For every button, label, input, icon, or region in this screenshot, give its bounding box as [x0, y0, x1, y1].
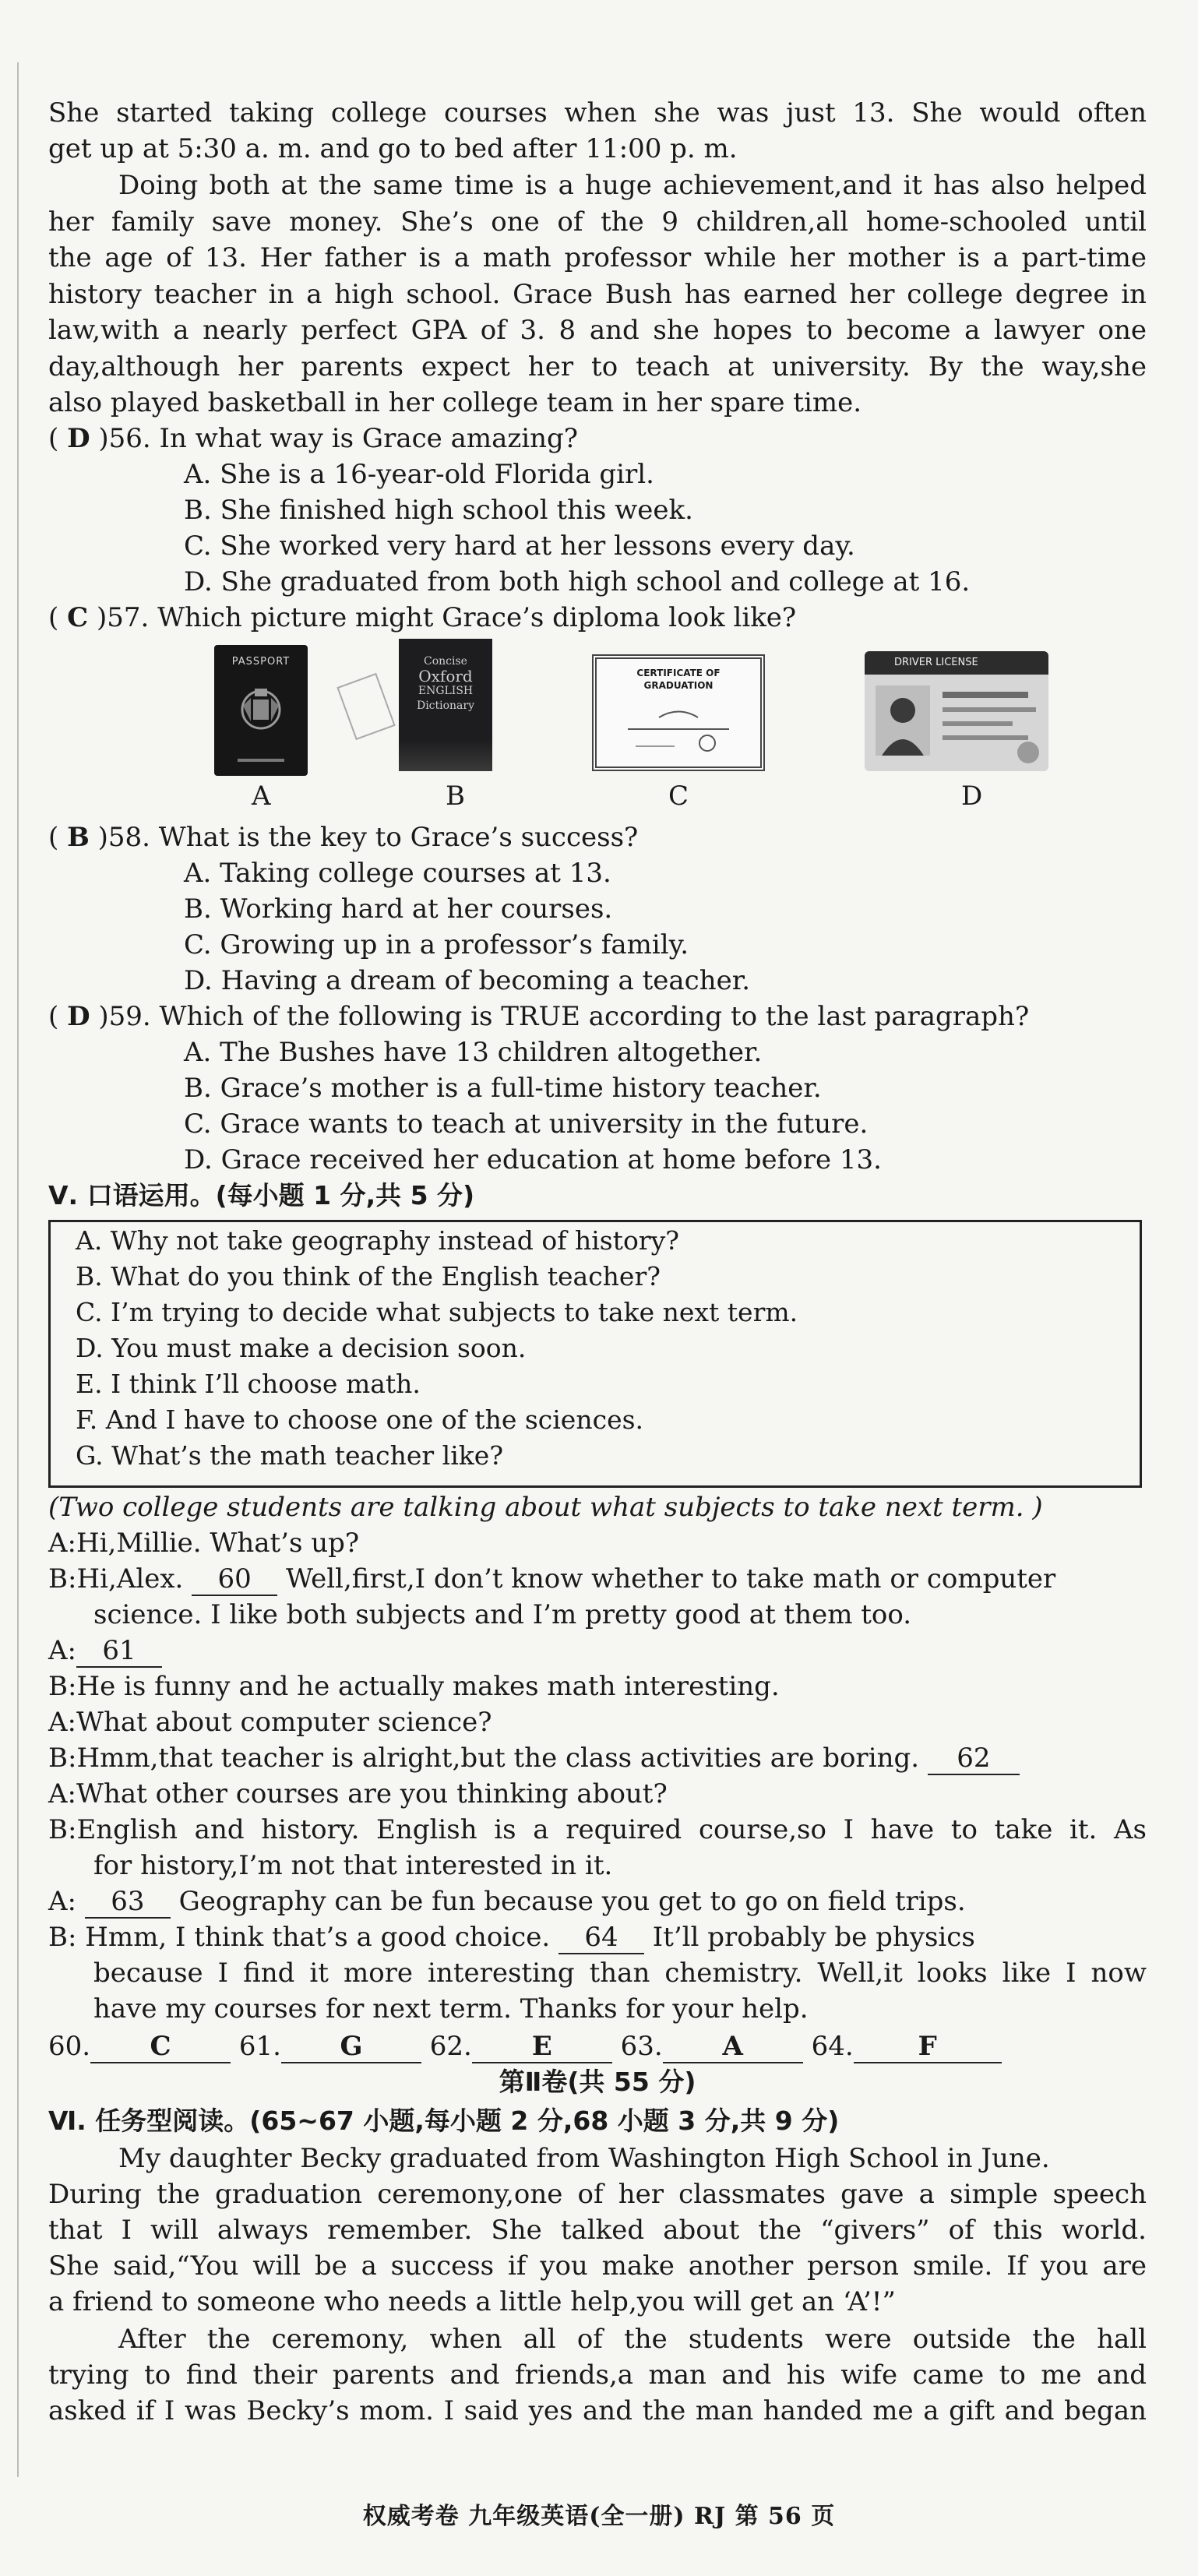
dialog-line: [48, 1740, 1147, 1776]
dialog-text: A:: [48, 1886, 77, 1917]
question-stem: Which of the following is TRUE according to the last paragraph?: [159, 1001, 1030, 1032]
option: A. She is a 16-year-old Florida girl.: [184, 459, 654, 490]
dictionary-line: Dictionary: [416, 700, 475, 712]
question-58: ( B )58. What is the key to Grace’s success?: [48, 822, 639, 853]
option: B. Working hard at her courses.: [184, 893, 613, 925]
dialog-line: B:He is funny and he actually makes math interesting.: [48, 1671, 780, 1702]
option: C. Grace wants to teach at university in the future.: [184, 1108, 869, 1140]
option: C. Growing up in a professor’s family.: [184, 929, 689, 960]
box-option: D. You must make a decision soon.: [76, 1333, 527, 1363]
passage-line: Doing both at the same time is a huge achievement,and it has also helped: [118, 170, 1147, 201]
passage-line: also played basketball in her college team in her spare time.: [48, 387, 862, 418]
answer-59: D: [67, 1001, 90, 1032]
dialog-line: B:English and history. English is a required course,so I have to take it. As: [48, 1814, 1147, 1845]
box-option: C. I’m trying to decide what subjects to take next term.: [76, 1297, 798, 1327]
answer-number: 60.: [48, 2031, 91, 2062]
answer-number: 63.: [620, 2031, 663, 2062]
passport-picture: [214, 645, 308, 776]
section-heading: Ⅵ. 任务型阅读。(65~67 小题,每小题 2 分,68 小题 3 分,共 9 分): [48, 2106, 840, 2136]
question-stem: What is the key to Grace’s success?: [158, 822, 639, 853]
blank-62: 62: [928, 1743, 1020, 1775]
question-number: 56: [108, 423, 143, 454]
picture-label-a: A: [252, 781, 271, 812]
box-option: G. What’s the math teacher like?: [76, 1440, 504, 1471]
dialog-line: for history,I’m not that interested in it.: [93, 1850, 613, 1881]
answer-value: E: [472, 2031, 612, 2063]
answer-row: [48, 2028, 1147, 2064]
dialog-line: [48, 1561, 1147, 1597]
option: A. The Bushes have 13 children altogether.: [184, 1037, 763, 1068]
dialog-context: (Two college students are talking about what subjects to take next term. ): [48, 1492, 1043, 1523]
option: B. She finished high school this week.: [184, 495, 693, 526]
box-option: A. Why not take geography instead of history?: [76, 1225, 679, 1256]
part-heading: 第Ⅱ卷(共 55 分): [499, 2067, 696, 2097]
options-box: [48, 1220, 1142, 1488]
option: D. Grace received her education at home before 13.: [184, 1144, 882, 1175]
blank-63: 63: [85, 1886, 171, 1919]
dialog-line: [48, 1884, 1147, 1919]
option: D. She graduated from both high school and college at 16.: [184, 566, 971, 597]
passage-line: day,although her parents expect her to teach at university. By the way,she: [48, 351, 1147, 382]
certificate-line: GRADUATION: [643, 680, 714, 691]
option: B. Grace’s mother is a full-time history teacher.: [184, 1073, 822, 1104]
option: D. Having a dream of becoming a teacher.: [184, 965, 751, 996]
picture-label-c: C: [668, 781, 689, 812]
question-stem: Which picture might Grace’s diploma look like?: [157, 602, 797, 633]
margin-rule: [17, 62, 19, 2477]
dialog-text: It’ll probably be physics: [652, 1922, 975, 1953]
answer-57: C: [67, 602, 89, 633]
picture-label-d: D: [961, 781, 983, 812]
passage-line: asked if I was Becky’s mom. I said yes and the man handed me a gift and began: [48, 2395, 1147, 2426]
answer-number: 61.: [238, 2031, 281, 2062]
dialog-text: B:Hmm,that teacher is alright,but the class activities are boring.: [48, 1743, 920, 1774]
answer-58: B: [67, 822, 90, 853]
certificate-line: CERTIFICATE OF: [636, 668, 721, 678]
section-heading: Ⅴ. 口语运用。(每小题 1 分,共 5 分): [48, 1180, 475, 1210]
question-stem: In what way is Grace amazing?: [159, 423, 579, 454]
passage-line: her family save money. She’s one of the 9 children,all home-schooled until: [48, 206, 1147, 238]
page-footer: 权威考卷 九年级英语(全一册) RJ 第 56 页: [362, 2503, 836, 2530]
question-59: ( D )59. Which of the following is TRUE according to the last paragraph?: [48, 1001, 1030, 1032]
dialog-text: Well,first,I don’t know whether to take math or computer: [285, 1563, 1056, 1595]
dialog-line: science. I like both subjects and I’m pretty good at them too.: [93, 1599, 912, 1630]
dictionary-line: Oxford: [418, 667, 473, 685]
watermark-stamp: [335, 670, 397, 748]
passage-line: After the ceremony, when all of the students were outside the hall: [118, 2324, 1147, 2355]
answer-56: D: [67, 423, 90, 454]
blank-60: 60: [192, 1563, 277, 1596]
passage-line: trying to find their parents and friends,a man and his wife came to me and: [48, 2359, 1147, 2391]
dialog-line: have my courses for next term. Thanks for your help.: [93, 1993, 809, 2025]
dialog-text: A:: [48, 1635, 77, 1666]
passage-line: get up at 5:30 a. m. and go to bed after 11:00 p. m.: [48, 133, 738, 164]
question-56: ( D )56. In what way is Grace amazing?: [48, 423, 579, 454]
question-number: 59: [108, 1001, 143, 1032]
dialog-line: A:What other courses are you thinking about?: [48, 1778, 668, 1810]
box-option: F. And I have to choose one of the sciences.: [76, 1404, 644, 1435]
dialog-line: A:What about computer science?: [48, 1707, 492, 1738]
passage-line: that I will always remember. She talked about the “givers” of this world.: [48, 2215, 1147, 2246]
question-number: 57: [107, 602, 141, 633]
question-number: 58: [107, 822, 143, 853]
answer-value: F: [854, 2031, 1002, 2063]
passage-line: law,with a nearly perfect GPA of 3. 8 and she hopes to become a lawyer one: [48, 315, 1147, 346]
blank-64: 64: [558, 1922, 644, 1954]
dialog-line: A:Hi,Millie. What’s up?: [48, 1528, 360, 1559]
picture-label-b: B: [446, 781, 465, 812]
certificate-picture: [592, 654, 765, 771]
option: C. She worked very hard at her lessons every day.: [184, 530, 855, 562]
option: A. Taking college courses at 13.: [184, 858, 611, 889]
question-57: ( C )57. Which picture might Grace’s diploma look like?: [48, 602, 797, 633]
answer-value: A: [663, 2031, 803, 2063]
coat-of-arms-icon: [234, 682, 288, 737]
license-text: DRIVER LICENSE: [865, 651, 1048, 675]
passage-line: My daughter Becky graduated from Washington High School in June.: [118, 2143, 1050, 2174]
dialog-line: [48, 1919, 1147, 1955]
answer-value: C: [90, 2031, 231, 2063]
answer-number: 62.: [429, 2031, 472, 2062]
answer-value: G: [281, 2031, 421, 2063]
certificate-seal-icon: [620, 698, 737, 760]
passage-line: She said,“You will be a success if you make another person smile. If you are: [48, 2250, 1147, 2282]
blank-61: 61: [76, 1635, 162, 1668]
dialog-text: B: Hmm, I think that’s a good choice.: [48, 1922, 551, 1953]
passage-line: During the graduation ceremony,one of her classmates gave a simple speech: [48, 2179, 1147, 2210]
box-option: E. I think I’ll choose math.: [76, 1369, 421, 1399]
passage-line: history teacher in a high school. Grace Bush has earned her college degree in: [48, 279, 1147, 310]
passage-line: a friend to someone who needs a little help,you will get an ‘A’!”: [48, 2286, 896, 2317]
dictionary-line: ENGLISH: [418, 685, 474, 697]
dialog-text: B:Hi,Alex.: [48, 1563, 184, 1595]
passport-text: PASSPORT: [231, 656, 291, 668]
dialog-line: [48, 1633, 1147, 1669]
passage-line: the age of 13. Her father is a math professor while her mother is a part-time: [48, 242, 1147, 273]
answer-number: 64.: [811, 2031, 854, 2062]
dictionary-picture: [399, 639, 492, 771]
person-photo-icon: [876, 685, 930, 756]
dialog-line: because I find it more interesting than chemistry. Well,it looks like I now: [93, 1958, 1147, 1989]
dictionary-line: Concise: [424, 655, 467, 668]
passage-line: She started taking college courses when she was just 13. She would often: [48, 97, 1147, 129]
box-option: B. What do you think of the English teacher?: [76, 1261, 661, 1292]
driver-license-picture: [865, 651, 1048, 771]
dialog-text: Geography can be fun because you get to go on field trips.: [178, 1886, 966, 1917]
